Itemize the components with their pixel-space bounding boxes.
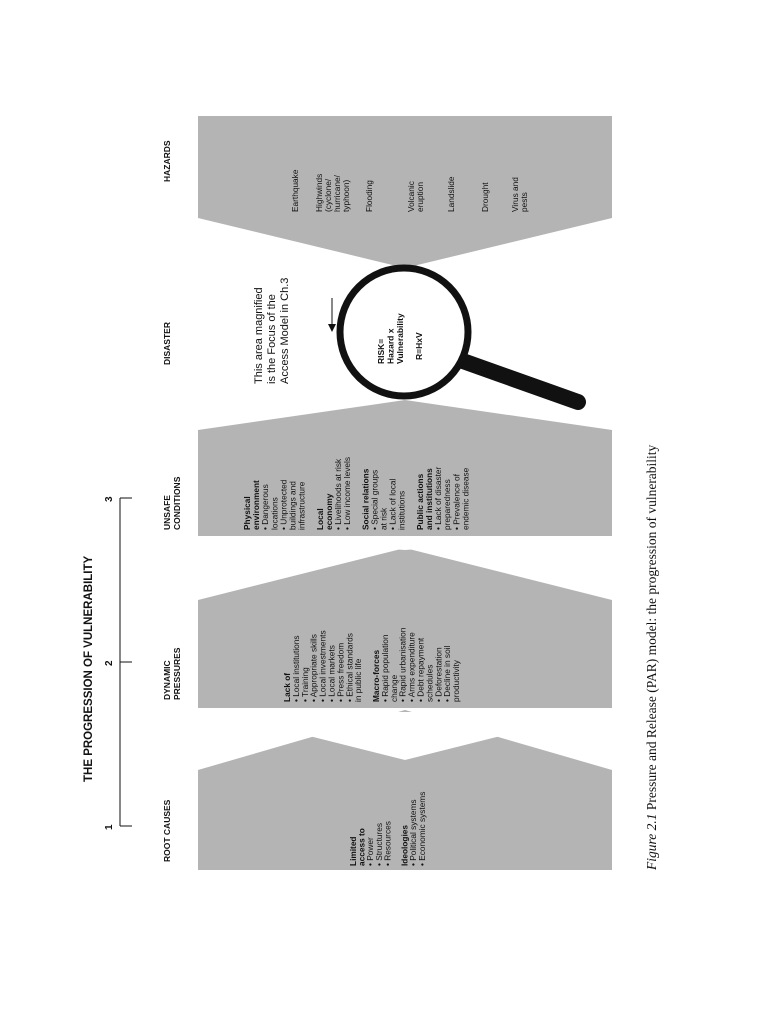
line-unsafe-conditions: • Lack of disaster xyxy=(433,466,444,530)
heading-dynamic-pressures: DYNAMIC xyxy=(162,660,172,700)
stage-number-2: 2 xyxy=(104,660,115,666)
line-dynamic-pressures: • Deforestation xyxy=(433,647,444,702)
caption-text: Pressure and Release (PAR) model: the progression of vulnerability xyxy=(644,444,659,811)
hazard-item: eruption xyxy=(415,182,425,212)
line-dynamic-pressures: • Debt repayment xyxy=(415,637,426,702)
line-unsafe-conditions: Physical xyxy=(242,496,252,530)
magnifier-text: R=HxV xyxy=(414,332,424,360)
line-dynamic-pressures: change xyxy=(388,674,399,702)
line-unsafe-conditions: • Lack of local xyxy=(387,478,398,530)
line-dynamic-pressures: • Local institutions xyxy=(290,635,301,702)
line-unsafe-conditions: buildings and xyxy=(287,481,298,530)
hazard-item: Virus and xyxy=(510,177,520,212)
figure-caption xyxy=(644,444,659,871)
line-dynamic-pressures: Lack of xyxy=(282,672,292,702)
line-unsafe-conditions: at risk xyxy=(378,507,389,530)
line-dynamic-pressures: productivity xyxy=(451,660,462,702)
magnifier-text: Vulnerability xyxy=(395,313,405,364)
heading-hazards: HAZARDS xyxy=(162,140,172,182)
hazard-item: hurricane/ xyxy=(332,175,342,212)
line-unsafe-conditions: • Prevalence of xyxy=(451,474,462,530)
magnifier-note: is the Focus of the xyxy=(266,294,278,384)
hazard-item: (cyclone/ xyxy=(323,178,333,212)
heading-root-causes: ROOT CAUSES xyxy=(162,799,172,862)
line-unsafe-conditions: • Unprotected xyxy=(278,479,289,530)
magnifier-text: RISK= xyxy=(376,338,386,364)
line-root-causes: Ideologies xyxy=(399,824,410,866)
line-unsafe-conditions: Public actions xyxy=(414,473,425,530)
line-dynamic-pressures: • Rapid urbanisation xyxy=(397,627,408,702)
line-root-causes: access to xyxy=(356,828,367,866)
line-unsafe-conditions: • Livelihoods at risk xyxy=(333,458,343,530)
line-dynamic-pressures: • Arms expenditure xyxy=(406,632,417,702)
magnifier-text: Hazard x xyxy=(385,328,396,364)
magnifier-note: Access Model in Ch.3 xyxy=(279,277,291,384)
caption-label: Figure 2.1 xyxy=(644,810,659,870)
line-dynamic-pressures: • Local investments xyxy=(317,630,328,702)
line-unsafe-conditions: infrastructure xyxy=(296,481,307,530)
hazard-item: pests xyxy=(519,192,529,212)
hazard-item: Earthquake xyxy=(290,169,300,212)
line-unsafe-conditions: economy xyxy=(323,493,334,530)
line-unsafe-conditions: and institutions xyxy=(424,468,434,530)
line-unsafe-conditions: Social relations xyxy=(360,468,371,530)
hazard-item: Landslide xyxy=(446,176,456,212)
magnifier-note: This area magnified xyxy=(253,287,265,384)
line-dynamic-pressures: • Press freedom xyxy=(335,642,346,702)
line-dynamic-pressures: • Local markets xyxy=(326,645,337,702)
line-unsafe-conditions: Local xyxy=(314,508,325,530)
hazard-item: typhoon) xyxy=(341,179,351,212)
line-unsafe-conditions: endemic disease xyxy=(460,467,471,530)
line-dynamic-pressures: • Decline in soil xyxy=(442,645,453,702)
line-unsafe-conditions: • Low income levels xyxy=(342,457,353,530)
hazard-item: Drought xyxy=(480,182,490,212)
stage-number-3: 3 xyxy=(104,496,115,502)
line-dynamic-pressures: • Training xyxy=(299,667,310,702)
heading-unsafe-conditions: CONDITIONS xyxy=(172,476,182,530)
line-root-causes: • Resources xyxy=(382,821,393,866)
band-hazards xyxy=(198,116,612,268)
line-root-causes: • Structures xyxy=(373,822,384,866)
line-unsafe-conditions: environment xyxy=(251,480,262,530)
main-title: THE PROGRESSION OF VULNERABILITY xyxy=(83,555,95,782)
line-root-causes: • Economic systems xyxy=(416,791,427,866)
heading-dynamic-pressures: PRESSURES xyxy=(172,647,182,700)
line-root-causes: • Political systems xyxy=(408,799,419,866)
line-unsafe-conditions: locations xyxy=(269,497,280,530)
line-dynamic-pressures: • Ethical standards xyxy=(344,633,355,702)
stage-number-1: 1 xyxy=(104,824,115,830)
line-dynamic-pressures: Macro-forces xyxy=(371,649,381,702)
line-root-causes: • Power xyxy=(365,837,376,866)
line-unsafe-conditions: preparedness xyxy=(442,479,453,530)
band-unsafe-conditions-notch xyxy=(198,536,612,550)
hazard-item: Highwinds xyxy=(314,173,324,212)
note-arrow-head xyxy=(328,324,336,332)
magnifier-handle xyxy=(460,360,578,402)
line-unsafe-conditions: institutions xyxy=(396,490,407,530)
line-dynamic-pressures: • Appropriate skills xyxy=(308,634,319,702)
line-unsafe-conditions: • Dangerous xyxy=(260,484,271,530)
line-dynamic-pressures: • Rapid population xyxy=(379,634,390,702)
hazard-item: Volcanic xyxy=(406,181,416,212)
line-dynamic-pressures: schedules xyxy=(424,664,435,702)
line-dynamic-pressures: in public life xyxy=(353,658,364,702)
heading-unsafe-conditions: UNSAFE xyxy=(162,495,172,530)
line-root-causes: Limited xyxy=(348,836,358,866)
line-unsafe-conditions: • Special groups xyxy=(369,469,380,530)
heading-disaster: DISASTER xyxy=(162,322,172,365)
hazard-item: Flooding xyxy=(364,180,374,212)
